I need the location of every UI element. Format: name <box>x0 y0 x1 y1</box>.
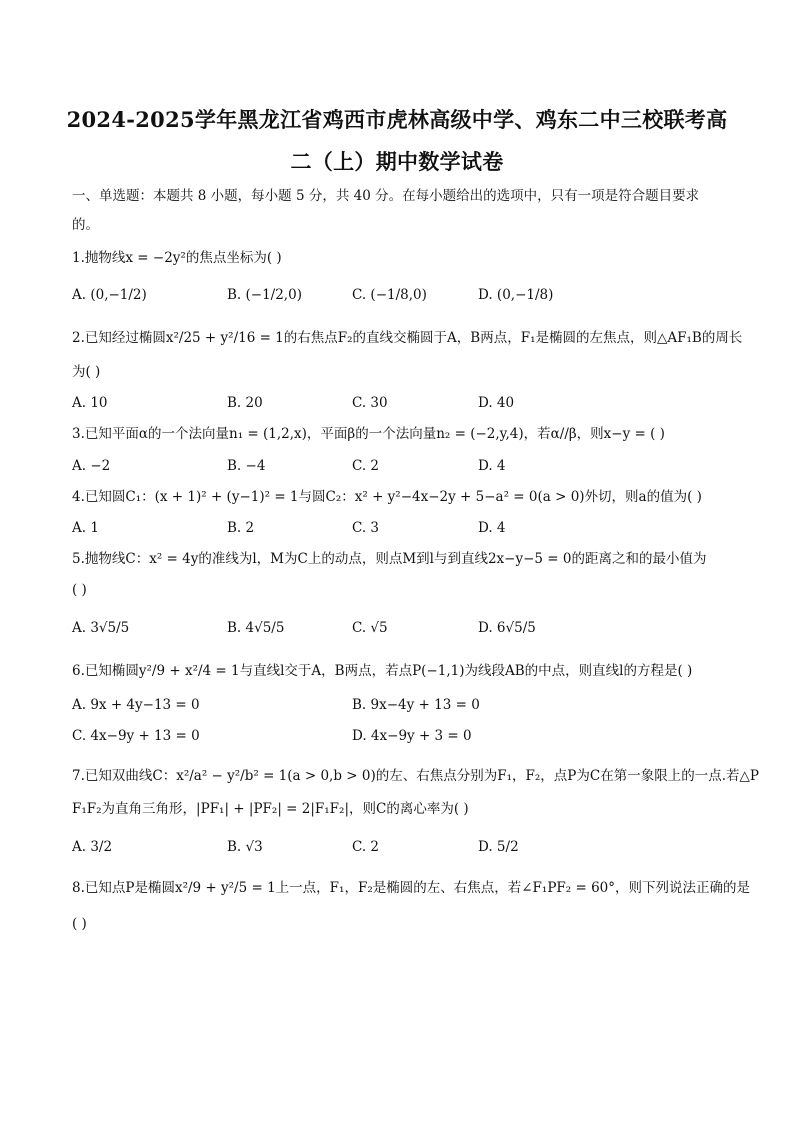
question-6-option-a: A. 9x + 4y−13 = 0 <box>72 697 200 713</box>
question-1-option-d: D. (0,−1/8) <box>478 287 554 303</box>
section-heading-line-1: 一、单选题：本题共 8 小题，每小题 5 分，共 40 分。在每小题给出的选项中，只有一项是符合题目要求 <box>72 188 700 204</box>
question-2-text-line-2: 为( ) <box>72 364 101 380</box>
question-4-option-a: A. 1 <box>72 520 99 536</box>
question-1-option-b: B. (−1/2,0) <box>227 287 302 303</box>
question-2-option-a: A. 10 <box>72 395 108 411</box>
question-1-option-a: A. (0,−1/2) <box>72 287 147 303</box>
question-2-text-line-1: 2.已知经过椭圆x²/25 + y²/16 = 1的右焦点F₂的直线交椭圆于A，B两点，F₁是椭圆的左焦点，则△AF₁B的周长 <box>72 330 743 346</box>
question-5-option-c: C. √5 <box>352 620 388 636</box>
question-3-option-b: B. −4 <box>227 458 266 474</box>
question-3-option-d: D. 4 <box>478 458 506 474</box>
question-7-option-a: A. 3/2 <box>72 839 113 855</box>
question-6-option-d: D. 4x−9y + 3 = 0 <box>352 728 472 744</box>
question-4-text: 4.已知圆C₁：(x + 1)² + (y−1)² = 1与圆C₂：x² + y²−4x−2y + 5−a² = 0(a > 0)外切，则a的值为( ) <box>72 489 702 505</box>
exam-title-line-2: 二（上）期中数学试卷 <box>290 149 504 174</box>
question-6-option-c: C. 4x−9y + 13 = 0 <box>72 728 200 744</box>
question-5-text-line-2: ( ) <box>72 582 87 598</box>
question-5-option-b: B. 4√5/5 <box>227 620 285 636</box>
question-7-text-line-1: 7.已知双曲线C：x²/a² − y²/b² = 1(a > 0,b > 0)的左、右焦点分别为F₁，F₂，点P为C在第一象限上的一点.若△P <box>72 768 759 784</box>
question-3-option-a: A. −2 <box>72 458 111 474</box>
question-6-text: 6.已知椭圆y²/9 + x²/4 = 1与直线l交于A，B两点，若点P(−1,1)为线段AB的中点，则直线l的方程是( ) <box>72 663 693 679</box>
section-heading-line-2: 的。 <box>72 217 99 233</box>
question-7-option-d: D. 5/2 <box>478 839 519 855</box>
question-1-text: 1.抛物线x = −2y²的焦点坐标为( ) <box>72 250 282 266</box>
question-1-option-c: C. (−1/8,0) <box>352 287 427 303</box>
question-6-option-b: B. 9x−4y + 13 = 0 <box>352 697 480 713</box>
question-8-text-line-1: 8.已知点P是椭圆x²/9 + y²/5 = 1上一点，F₁，F₂是椭圆的左、右焦点，若∠F₁PF₂ = 60°，则下列说法正确的是 <box>72 880 751 896</box>
question-8-text-line-2: ( ) <box>72 916 87 932</box>
question-5-option-a: A. 3√5/5 <box>72 620 130 636</box>
question-7-option-b: B. √3 <box>227 839 263 855</box>
question-2-option-d: D. 40 <box>478 395 515 411</box>
question-2-option-c: C. 30 <box>352 395 388 411</box>
question-4-option-b: B. 2 <box>227 520 255 536</box>
question-5-option-d: D. 6√5/5 <box>478 620 536 636</box>
question-3-option-c: C. 2 <box>352 458 380 474</box>
question-7-text-line-2: F₁F₂为直角三角形，|PF₁| + |PF₂| = 2|F₁F₂|，则C的离心率为( ) <box>72 801 469 817</box>
question-3-text: 3.已知平面α的一个法向量n₁ = (1,2,x)，平面β的一个法向量n₂ = (−2,y,4)，若α//β，则x−y = ( ) <box>72 426 665 442</box>
question-5-text-line-1: 5.抛物线C：x² = 4y的准线为l，M为C上的动点，则点M到l与到直线2x−y−5 = 0的距离之和的最小值为 <box>72 551 707 567</box>
question-4-option-c: C. 3 <box>352 520 380 536</box>
question-4-option-d: D. 4 <box>478 520 506 536</box>
exam-title-line-1: 2024-2025学年黑龙江省鸡西市虎林高级中学、鸡东二中三校联考高 <box>66 107 728 132</box>
question-7-option-c: C. 2 <box>352 839 380 855</box>
question-2-option-b: B. 20 <box>227 395 263 411</box>
